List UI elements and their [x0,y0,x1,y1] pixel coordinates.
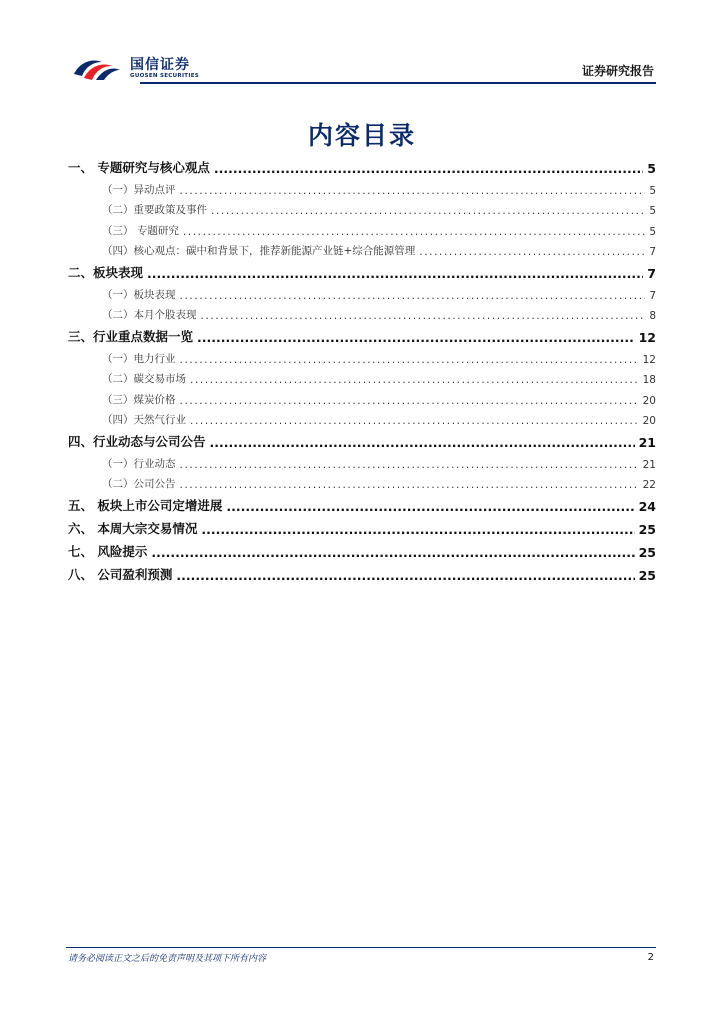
toc-entry-label: 七、 风险提示 [68,544,148,559]
toc-entry-label: 五、 板块上市公司定增进展 [68,498,223,513]
toc-section-entry[interactable] [68,491,656,514]
toc-section-entry[interactable] [68,537,656,560]
toc-entry-page: 21 [642,458,656,471]
toc-entry-label: 一、 专题研究与核心观点 [68,160,210,175]
toc-subsection-entry[interactable] [68,407,656,428]
toc-dot-leader [211,205,645,217]
toc-dot-leader [190,374,639,386]
toc-dot-leader [180,395,639,407]
toc-entry-label: （二）重要政策及事件 [102,204,207,216]
toc-dot-leader [197,330,635,345]
toc-entry-label: （三） 专题研究 [102,224,179,237]
page-header [66,48,656,84]
toc-section-entry[interactable] [68,153,656,176]
toc-entry-label: （一）板块表现 [102,288,176,301]
table-of-contents [68,153,656,583]
toc-entry-page: 5 [647,161,656,176]
toc-subsection-entry[interactable] [68,197,656,218]
toc-entry-page: 25 [638,522,656,537]
toc-entry-label: （四）核心观点：碳中和背景下，推荐新能源产业链+综合能源管理 [102,245,416,257]
toc-entry-page: 24 [638,499,656,514]
toc-entry-label: 二、板块表现 [68,265,144,280]
toc-entry-page: 18 [642,374,656,386]
toc-dot-leader [180,290,646,302]
toc-entry-label: 四、行业动态与公司公告 [68,434,206,449]
toc-entry-page: 12 [638,330,656,345]
toc-entry-label: （二）碳交易市场 [102,373,186,385]
header-divider [140,82,656,84]
toc-dot-leader [176,568,634,583]
toc-title: 内容目录 [307,121,416,150]
toc-entry-page: 25 [638,568,656,583]
toc-section-entry[interactable] [68,322,656,345]
toc-dot-leader [214,161,643,176]
guosen-logo-icon [72,52,122,82]
toc-entry-page: 8 [649,310,656,322]
toc-entry-label: （二）公司公告 [102,478,176,490]
toc-entry-page: 22 [642,479,656,491]
toc-dot-leader [419,246,645,258]
toc-entry-page: 5 [649,205,656,217]
toc-dot-leader [151,545,634,560]
toc-entry-label: （三）煤炭价格 [102,393,176,406]
logo-english-name: GUOSEN SECURITIES [130,73,200,79]
toc-dot-leader [180,479,639,491]
toc-section-entry[interactable] [68,258,656,281]
toc-subsection-entry[interactable] [68,471,656,492]
page-number: 2 [647,952,654,963]
toc-entry-label: 八、 公司盈利预测 [68,567,173,582]
toc-subsection-entry[interactable] [68,302,656,323]
toc-entry-label: （一）异动点评 [102,183,176,196]
toc-entry-page: 20 [642,415,656,427]
toc-dot-leader [210,435,635,450]
toc-entry-label: （二）本月个股表现 [102,309,197,321]
toc-subsection-entry[interactable] [68,238,656,259]
toc-dot-leader [180,354,639,366]
toc-dot-leader [180,459,639,471]
toc-entry-page: 7 [649,289,656,302]
toc-subsection-entry[interactable] [68,386,656,407]
toc-entry-page: 12 [642,353,656,366]
toc-entry-page: 21 [638,435,656,450]
toc-entry-label: 六、 本周大宗交易情况 [68,521,198,536]
logo-chinese-name: 国信证券 [130,57,190,73]
toc-dot-leader [147,266,643,281]
disclaimer-note: 请务必阅读正文之后的免责声明及其项下所有内容 [68,954,267,964]
toc-section-entry[interactable] [68,560,656,583]
toc-entry-page: 5 [649,225,656,238]
toc-dot-leader [201,522,634,537]
toc-entry-label: 三、行业重点数据一览 [68,329,194,344]
toc-entry-page: 25 [638,545,656,560]
toc-subsection-entry[interactable] [68,366,656,387]
toc-subsection-entry[interactable] [68,176,656,197]
toc-subsection-entry[interactable] [68,345,656,366]
toc-entry-page: 7 [647,266,656,281]
toc-subsection-entry[interactable] [68,217,656,238]
toc-entry-page: 7 [649,246,656,258]
toc-entry-label: （一）行业动态 [102,457,176,470]
toc-dot-leader [226,499,634,514]
toc-entry-label: （一）电力行业 [102,352,176,365]
toc-subsection-entry[interactable] [68,450,656,471]
toc-entry-label: （四）天然气行业 [102,414,186,426]
toc-dot-leader [190,415,639,427]
guosen-logo [72,52,212,82]
report-type-label: 证券研究报告 [581,64,654,78]
toc-entry-page: 5 [649,184,656,197]
toc-section-entry[interactable] [68,427,656,450]
toc-dot-leader [180,185,646,197]
toc-subsection-entry[interactable] [68,281,656,302]
toc-dot-leader [201,310,646,322]
footer-divider [66,947,656,948]
toc-dot-leader [183,226,645,238]
toc-entry-page: 20 [642,394,656,407]
toc-section-entry[interactable] [68,514,656,537]
